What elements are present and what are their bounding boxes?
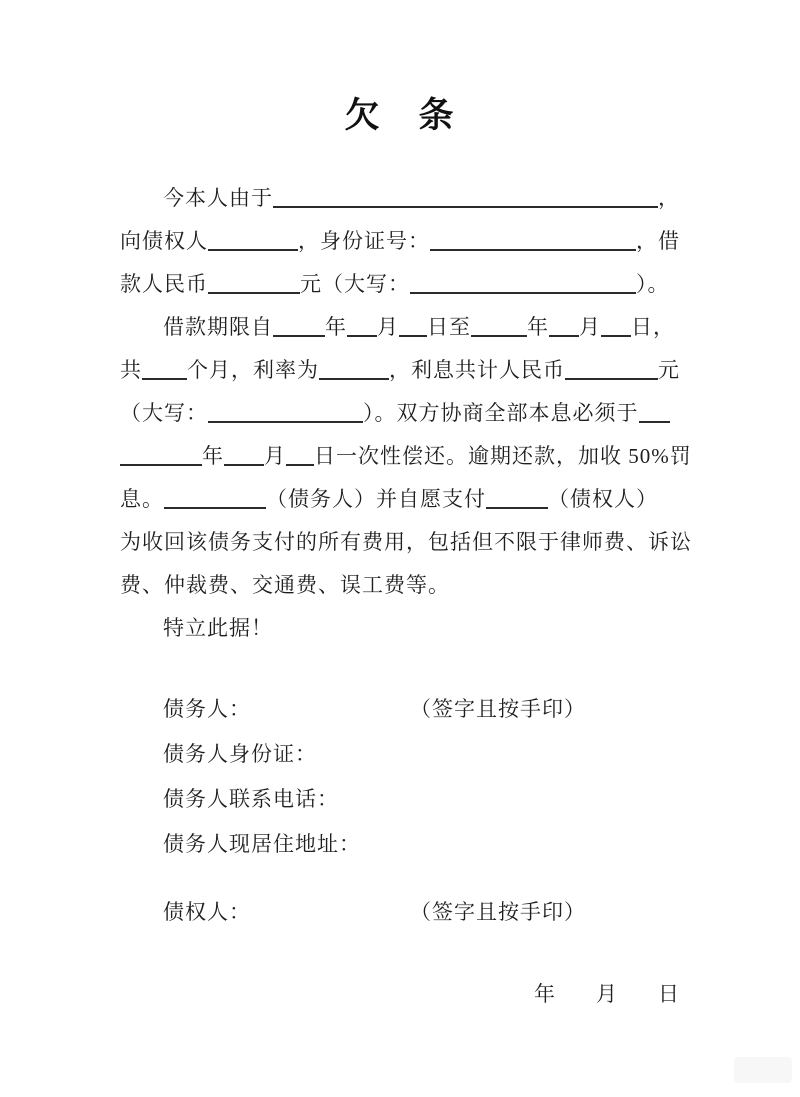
debtor-signature-block — [120, 687, 680, 867]
text-run: 年 — [325, 315, 347, 339]
blank-fill-line — [208, 273, 300, 294]
blank-fill-line — [486, 488, 548, 509]
body-line — [120, 435, 692, 478]
text-run: 日， — [631, 315, 675, 339]
date-part: 日 — [658, 982, 680, 1006]
text-run: 今本人由于 — [163, 186, 273, 210]
blank-fill-line — [430, 230, 636, 251]
blank-fill-line — [347, 316, 377, 337]
text-run: 日一次性偿还。逾期还款，加收 50%罚 — [314, 444, 692, 468]
document-body — [120, 177, 692, 650]
text-run: ）。 — [636, 272, 670, 296]
body-line — [120, 349, 680, 392]
debtor-field-label: 债务人： — [163, 697, 251, 721]
text-run: 月 — [264, 444, 286, 468]
creditor-signature-block — [120, 890, 680, 935]
text-run: 息。 — [120, 487, 164, 511]
text-run: 年 — [527, 315, 549, 339]
signature-row — [120, 890, 680, 935]
sign-fingerprint-note: （签字且按手印） — [410, 900, 586, 924]
text-run: ， — [658, 186, 680, 210]
blank-fill-line — [120, 445, 202, 466]
text-run: 共 — [120, 358, 142, 382]
body-line — [120, 306, 680, 349]
body-line — [120, 392, 680, 435]
body-line — [120, 263, 680, 306]
text-run: （大写： — [120, 401, 208, 425]
text-run: 借款期限自 — [163, 315, 273, 339]
date-line — [120, 973, 680, 1016]
body-line — [120, 478, 680, 521]
date-part: 月 — [596, 982, 618, 1006]
blank-fill-line — [471, 316, 527, 337]
text-run: 月 — [377, 315, 399, 339]
text-run: 款人民币 — [120, 272, 208, 296]
blank-fill-line — [208, 402, 363, 423]
text-run: ，利息共计人民币 — [389, 358, 565, 382]
text-run: （债务人）并自愿支付 — [266, 487, 486, 511]
debtor-field-label: 债务人身份证： — [163, 742, 317, 766]
body-line — [120, 220, 680, 263]
body-line — [120, 564, 680, 607]
signature-row — [120, 687, 680, 732]
signature-row — [120, 732, 680, 777]
text-run: 元 — [658, 358, 680, 382]
signature-row — [120, 822, 680, 867]
blank-fill-line — [164, 488, 266, 509]
document-title: 欠 条 — [344, 96, 456, 135]
blank-fill-line — [224, 445, 264, 466]
text-run: 年 — [202, 444, 224, 468]
text-run: 月 — [579, 315, 601, 339]
body-line — [120, 607, 680, 650]
text-run: ，借 — [636, 229, 680, 253]
text-run: 日至 — [427, 315, 471, 339]
text-run: 为收回该债务支付的所有费用，包括但不限于律师费、诉讼 — [120, 530, 692, 554]
text-run: ，身份证号： — [298, 229, 430, 253]
debtor-field-label: 债务人现居住地址： — [163, 832, 361, 856]
blank-fill-line — [601, 316, 631, 337]
text-run: 费、仲裁费、交通费、误工费等。 — [120, 573, 450, 597]
blank-fill-line — [319, 359, 389, 380]
blank-fill-line — [286, 445, 314, 466]
blank-fill-line — [273, 187, 658, 208]
body-line — [120, 521, 692, 564]
debtor-field-label: 债务人联系电话： — [163, 787, 339, 811]
blank-fill-line — [273, 316, 325, 337]
blank-fill-line — [410, 273, 636, 294]
signature-row — [120, 777, 680, 822]
sign-fingerprint-note: （签字且按手印） — [410, 697, 586, 721]
blank-fill-line — [208, 230, 298, 251]
blank-fill-line — [399, 316, 427, 337]
text-run: （债权人） — [548, 487, 658, 511]
blank-fill-line — [549, 316, 579, 337]
date-part: 年 — [534, 982, 556, 1006]
text-run: 向债权人 — [120, 229, 208, 253]
creditor-field-label: 债权人： — [163, 900, 251, 924]
blank-fill-line — [565, 359, 658, 380]
text-run: ）。双方协商全部本息必须于 — [363, 401, 639, 425]
watermark-blob — [734, 1057, 792, 1083]
text-run: 特立此据！ — [163, 616, 273, 640]
text-run: 个月，利率为 — [187, 358, 319, 382]
text-run: 元（大写： — [300, 272, 410, 296]
blank-fill-line — [142, 359, 187, 380]
blank-fill-line — [639, 402, 670, 423]
body-line — [120, 177, 680, 220]
